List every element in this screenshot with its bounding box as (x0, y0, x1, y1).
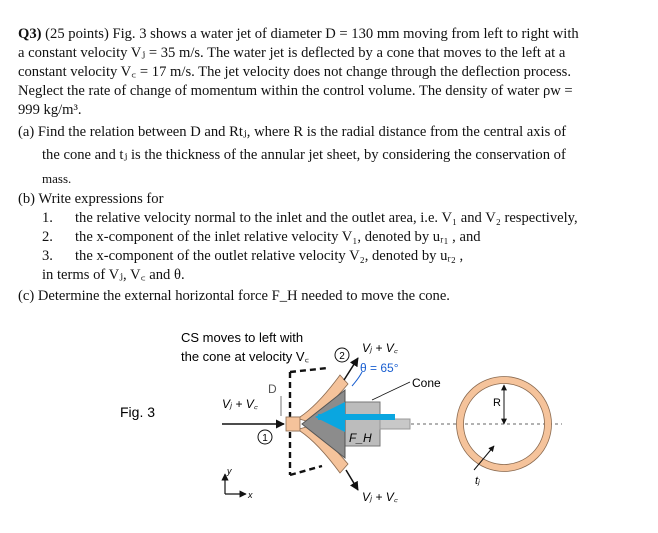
station-2-label: 2 (339, 351, 345, 362)
radius-label: R (493, 397, 501, 409)
question-line-3: constant velocity V꜀ = 17 m/s. The jet velocity does not change through the deflection process. (18, 64, 571, 80)
force-label: F_H (349, 431, 372, 445)
question-label: Q3) (18, 26, 42, 42)
coordinate-axes (225, 474, 246, 494)
outlet-bottom-arrow (346, 470, 358, 490)
station-1-label: 1 (262, 433, 268, 444)
thickness-label: tⱼ (475, 475, 480, 487)
axis-x-label: x (248, 490, 253, 500)
part-a-line-1: (a) Find the relation between D and Rtⱼ, where R is the radial distance from the central axis of (18, 124, 567, 140)
outlet-top-arrow (344, 358, 358, 380)
cs-caption-line-1: CS moves to left with (181, 330, 304, 345)
outlet-top-velocity: Vⱼ + V꜀ (362, 341, 398, 355)
question-line-1: Q3) (25 points) Fig. 3 shows a water jet of diameter D = 130 mm moving from left to right with (18, 26, 579, 42)
question-line-5: 999 kg/m³. (18, 102, 82, 118)
part-b-item-1: 1. the relative velocity normal to the inlet and the outlet area, i.e. V₁ and V₂ respectively, (42, 210, 578, 226)
part-b-item-2: 2. the x-component of the inlet relative velocity V₁, denoted by uᵣ₁ , and (42, 229, 481, 245)
fig-label: Fig. 3 (120, 404, 156, 420)
part-b-intro: (b) Write expressions for (18, 191, 164, 207)
part-c-line: (c) Determine the external horizontal force F_H needed to move the cone. (18, 288, 450, 304)
axis-y-label: y (227, 466, 232, 476)
part-b-item-3: 3. the x-component of the outlet relative velocity V₂, denoted by uᵣ₂ , (42, 248, 464, 264)
cs-caption-line-2: the cone at velocity V꜀ (181, 349, 310, 364)
cone-leader (372, 382, 410, 400)
cone-label: Cone (412, 376, 441, 390)
cone-rod (380, 419, 410, 429)
part-a-line-3: mass. (42, 171, 72, 186)
part-b-outro: in terms of Vⱼ, V꜀ and θ. (42, 267, 185, 283)
question-line-2: a constant velocity Vⱼ = 35 m/s. The water jet is deflected by a cone that moves to the left at a (18, 45, 566, 61)
inlet-velocity-label: Vⱼ + V꜀ (222, 397, 258, 411)
question-line-4: Neglect the rate of change of momentum within the control volume. The density of water ρw = (18, 83, 573, 99)
diameter-label: D (268, 382, 277, 396)
angle-label: θ = 65° (360, 361, 399, 375)
part-a-line-2: the cone and tⱼ is the thickness of the annular jet sheet, by considering the conservation of (42, 147, 566, 163)
outlet-bottom-velocity: Vⱼ + V꜀ (362, 490, 398, 504)
